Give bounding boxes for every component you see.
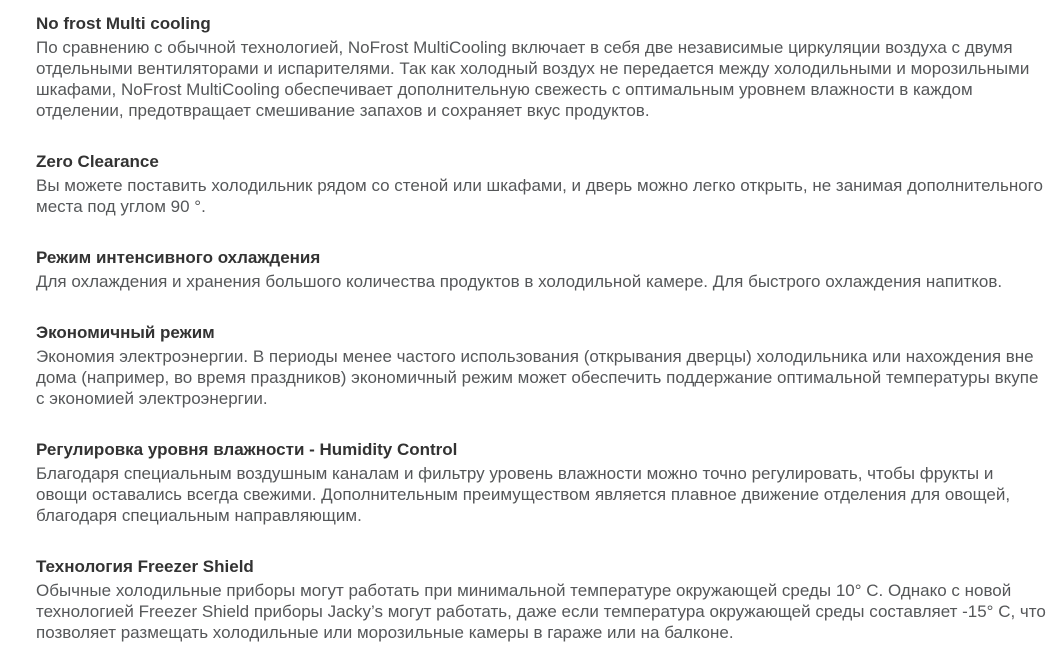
feature-description: По сравнению с обычной технологией, NoFrost MultiCooling включает в себя две независимые циркуляции воздуха с двумя отдельными вентиляторами и испарителями. Так как холодный воздух не передается между холодильными и морозильными шкафами, NoFrost MultiCooling обеспечивает дополнительную свежесть с оптимальным уровнем влажности в каждом отделении, предотвращает смешивание запахов и сохраняет вкус продуктов. <box>36 38 1030 120</box>
feature-section-nofrost-multicooling <box>36 13 1046 121</box>
feature-section-zero-clearance <box>36 151 1046 217</box>
feature-title: No frost Multi cooling <box>36 14 211 33</box>
feature-section-eco-mode <box>36 322 1046 409</box>
feature-section-freezer-shield <box>36 556 1046 643</box>
feature-title: Регулировка уровня влажности - Humidity Control <box>36 440 458 459</box>
feature-description: Экономия электроэнергии. В периоды менее частого использования (открывания дверцы) холодильника или нахождения вне дома (например, во время праздников) экономичный режим может обеспечить поддержание оптимальной температуры вкупе с экономией электроэнергии. <box>36 347 1039 408</box>
feature-section-intensive-cooling <box>36 247 1046 292</box>
feature-title: Экономичный режим <box>36 323 215 342</box>
feature-description: Для охлаждения и хранения большого количества продуктов в холодильной камере. Для быстрого охлаждения напитков. <box>36 272 1003 291</box>
feature-description: Благодаря специальным воздушным каналам и фильтру уровень влажности можно точно регулировать, чтобы фрукты и овощи оставались всегда свежими. Дополнительным преимуществом является плавное движение отделения для овощей, благодаря специальным направляющим. <box>36 464 1011 525</box>
feature-description: Вы можете поставить холодильник рядом со стеной или шкафами, и дверь можно легко открыть, не занимая дополнительного места под углом 90 °. <box>36 176 1043 216</box>
feature-title: Режим интенсивного охлаждения <box>36 248 321 267</box>
feature-title: Zero Clearance <box>36 152 159 171</box>
feature-section-humidity-control <box>36 439 1046 526</box>
feature-title: Технология Freezer Shield <box>36 557 254 576</box>
feature-description: Обычные холодильные приборы могут работать при минимальной температуре окружающей среды 10° C. Однако с новой технологией Freezer Shield приборы Jacky’s могут работать, даже если температура окружающей среды составляет -15° C, что позволяет размещать холодильные или морозильные камеры в гараже или на балконе. <box>36 581 1046 642</box>
